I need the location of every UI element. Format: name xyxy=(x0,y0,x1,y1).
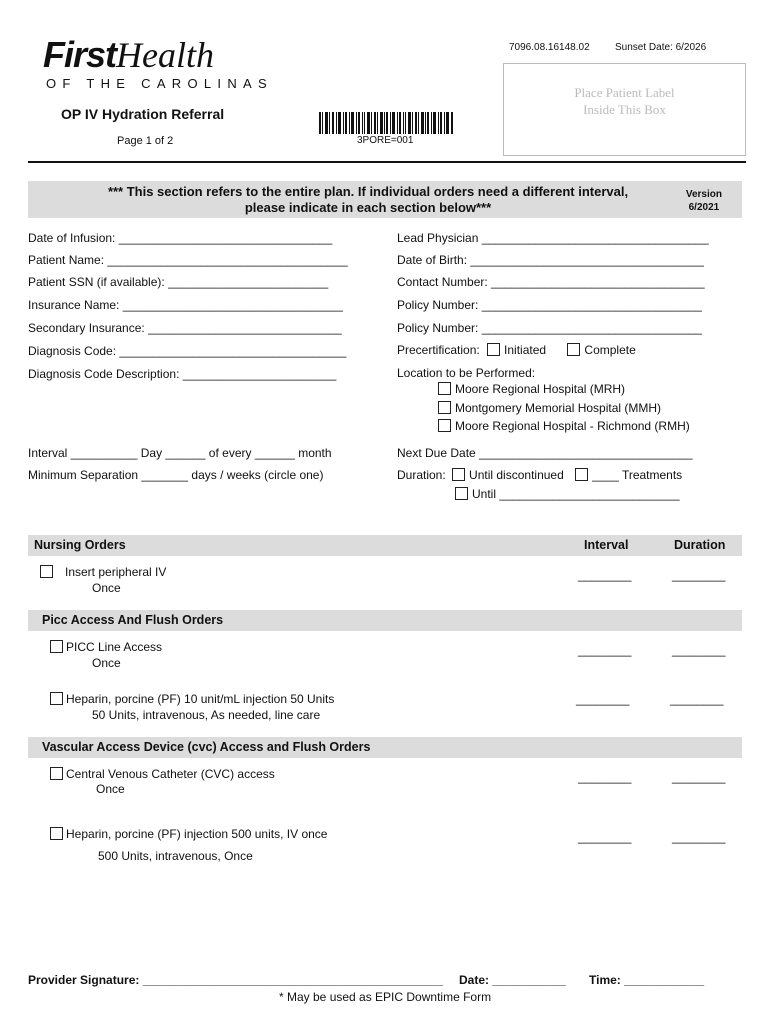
order-checkbox[interactable] xyxy=(40,565,53,578)
order-checkbox[interactable] xyxy=(50,767,63,780)
order-checkbox[interactable] xyxy=(50,827,63,840)
duration-column-header: Duration xyxy=(674,538,726,552)
duration-until-discontinued-checkbox[interactable] xyxy=(452,468,465,481)
secondary-insurance-field[interactable]: Secondary Insurance: _____________________________ xyxy=(28,321,342,335)
order-interval-blank[interactable]: ________ xyxy=(576,692,630,706)
sunset-date: Sunset Date: 6/2026 xyxy=(615,42,707,53)
location-label: Location to be Performed: xyxy=(397,366,536,380)
cvc-orders-header xyxy=(28,737,742,758)
order-insert-peripheral-iv xyxy=(40,565,166,579)
order-interval-blank[interactable]: ________ xyxy=(578,770,632,784)
precertification-row xyxy=(397,343,636,357)
signature-date-field[interactable]: Date: ___________ xyxy=(459,973,566,987)
patient-label-text-1: Place Patient Label xyxy=(574,85,675,100)
precertification-label: Precertification: xyxy=(397,343,480,357)
signature-time-field[interactable]: Time: ____________ xyxy=(589,973,705,987)
policy-number-field-2[interactable]: Policy Number: _________________________________ xyxy=(397,321,702,335)
nursing-orders-header xyxy=(28,535,742,556)
contact-number-field[interactable]: Contact Number: ________________________________ xyxy=(397,275,705,289)
patient-label-box xyxy=(503,63,746,156)
precert-complete-checkbox[interactable] xyxy=(567,343,580,356)
patient-label-text-2: Inside This Box xyxy=(583,102,666,117)
order-interval-blank[interactable]: ________ xyxy=(578,568,632,582)
location-mrh-label: Moore Regional Hospital (MRH) xyxy=(455,382,626,396)
picc-orders-header xyxy=(28,610,742,631)
order-checkbox[interactable] xyxy=(50,692,63,705)
duration-until-label: Until ___________________________ xyxy=(472,487,680,501)
next-due-date-field[interactable]: Next Due Date ________________________________ xyxy=(397,446,693,460)
order-frequency: Once xyxy=(92,656,121,670)
epic-downtime-note: * May be used as EPIC Downtime Form xyxy=(279,990,492,1004)
interval-column-header: Interval xyxy=(584,538,629,552)
precert-initiated-checkbox[interactable] xyxy=(487,343,500,356)
barcode xyxy=(319,112,453,134)
duration-treatments-checkbox[interactable] xyxy=(575,468,588,481)
order-duration-blank[interactable]: ________ xyxy=(672,568,726,582)
banner-line-2: please indicate in each section below*** xyxy=(244,200,492,215)
location-mmh-label: Montgomery Memorial Hospital (MMH) xyxy=(455,401,662,415)
logo xyxy=(43,34,214,76)
order-interval-blank[interactable]: ________ xyxy=(578,830,632,844)
barcode-text: 3PORE=001 xyxy=(357,135,414,146)
location-option-mmh xyxy=(438,401,661,415)
location-option-rmh xyxy=(438,419,690,433)
provider-signature-field[interactable]: Provider Signature: _____________________________________________ xyxy=(28,973,444,987)
order-cvc-access xyxy=(50,767,275,781)
order-picc-line-access xyxy=(50,640,162,654)
duration-until-discontinued-label: Until discontinued xyxy=(469,468,564,482)
form-title: OP IV Hydration Referral xyxy=(61,106,225,122)
order-heparin-500-units xyxy=(50,827,327,841)
duration-treatments-label: ____ Treatments xyxy=(592,468,683,482)
order-duration-blank[interactable]: ________ xyxy=(670,692,724,706)
diagnosis-description-field[interactable]: Diagnosis Code Description: _______________________ xyxy=(28,367,337,381)
header-divider xyxy=(28,161,746,163)
patient-name-field[interactable]: Patient Name: ____________________________________ xyxy=(28,253,348,267)
order-frequency: 500 Units, intravenous, Once xyxy=(98,849,253,863)
precert-complete-label: Complete xyxy=(584,343,636,357)
location-mrh-checkbox[interactable] xyxy=(438,382,451,395)
order-frequency: Once xyxy=(96,782,125,796)
order-frequency: 50 Units, intravenous, As needed, line care xyxy=(92,708,321,722)
banner-line-1: *** This section refers to the entire plan. If individual orders need a different interval, xyxy=(107,184,629,199)
order-duration-blank[interactable]: ________ xyxy=(672,770,726,784)
banner-text xyxy=(68,184,668,216)
policy-number-field-1[interactable]: Policy Number: _________________________________ xyxy=(397,298,702,312)
order-checkbox[interactable] xyxy=(50,640,63,653)
lead-physician-field[interactable]: Lead Physician __________________________________ xyxy=(397,231,709,245)
precert-initiated-label: Initiated xyxy=(504,343,547,357)
order-frequency: Once xyxy=(92,581,121,595)
interval-field[interactable]: Interval __________ Day ______ of every ______ month xyxy=(28,446,332,460)
date-of-infusion-field[interactable]: Date of Infusion: ________________________________ xyxy=(28,231,333,245)
order-label: Heparin, porcine (PF) injection 500 units, IV once xyxy=(66,827,328,841)
order-duration-blank[interactable]: ________ xyxy=(672,830,726,844)
form-code: 7096.08.16148.02 xyxy=(509,42,590,53)
order-label: Heparin, porcine (PF) 10 unit/mL injection 50 Units xyxy=(66,692,335,706)
order-interval-blank[interactable]: ________ xyxy=(578,643,632,657)
order-label: Central Venous Catheter (CVC) access xyxy=(66,767,275,781)
location-rmh-label: Moore Regional Hospital - Richmond (RMH) xyxy=(455,419,690,433)
location-rmh-checkbox[interactable] xyxy=(438,419,451,432)
plan-banner xyxy=(28,181,742,218)
diagnosis-code-field[interactable]: Diagnosis Code: __________________________________ xyxy=(28,344,347,358)
order-heparin-10-unit xyxy=(50,692,334,706)
logo-subtitle: OF THE CAROLINAS xyxy=(46,76,273,91)
logo-first: First xyxy=(43,34,117,75)
location-option-mrh xyxy=(438,382,625,396)
order-label: PICC Line Access xyxy=(66,640,163,654)
duration-until-checkbox[interactable] xyxy=(455,487,468,500)
version-block xyxy=(686,188,722,214)
insurance-name-field[interactable]: Insurance Name: _________________________________ xyxy=(28,298,343,312)
minimum-separation-field[interactable]: Minimum Separation _______ days / weeks (circle one) xyxy=(28,468,324,482)
page-label: Page 1 of 2 xyxy=(117,135,174,147)
duration-row xyxy=(397,468,682,482)
logo-health: Health xyxy=(116,35,214,75)
patient-ssn-field[interactable]: Patient SSN (if available): ________________________ xyxy=(28,275,329,289)
date-of-birth-field[interactable]: Date of Birth: ___________________________________ xyxy=(397,253,704,267)
location-mmh-checkbox[interactable] xyxy=(438,401,451,414)
version-label: Version xyxy=(685,189,722,200)
nursing-orders-title: Nursing Orders xyxy=(34,538,126,552)
duration-until-row xyxy=(455,487,680,501)
order-duration-blank[interactable]: ________ xyxy=(672,643,726,657)
picc-orders-title: Picc Access And Flush Orders xyxy=(42,613,224,627)
duration-label: Duration: xyxy=(397,468,446,482)
order-label: Insert peripheral IV xyxy=(65,565,167,579)
cvc-orders-title: Vascular Access Device (cvc) Access and Flush Orders xyxy=(42,740,371,754)
version-date: 6/2021 xyxy=(688,202,720,213)
